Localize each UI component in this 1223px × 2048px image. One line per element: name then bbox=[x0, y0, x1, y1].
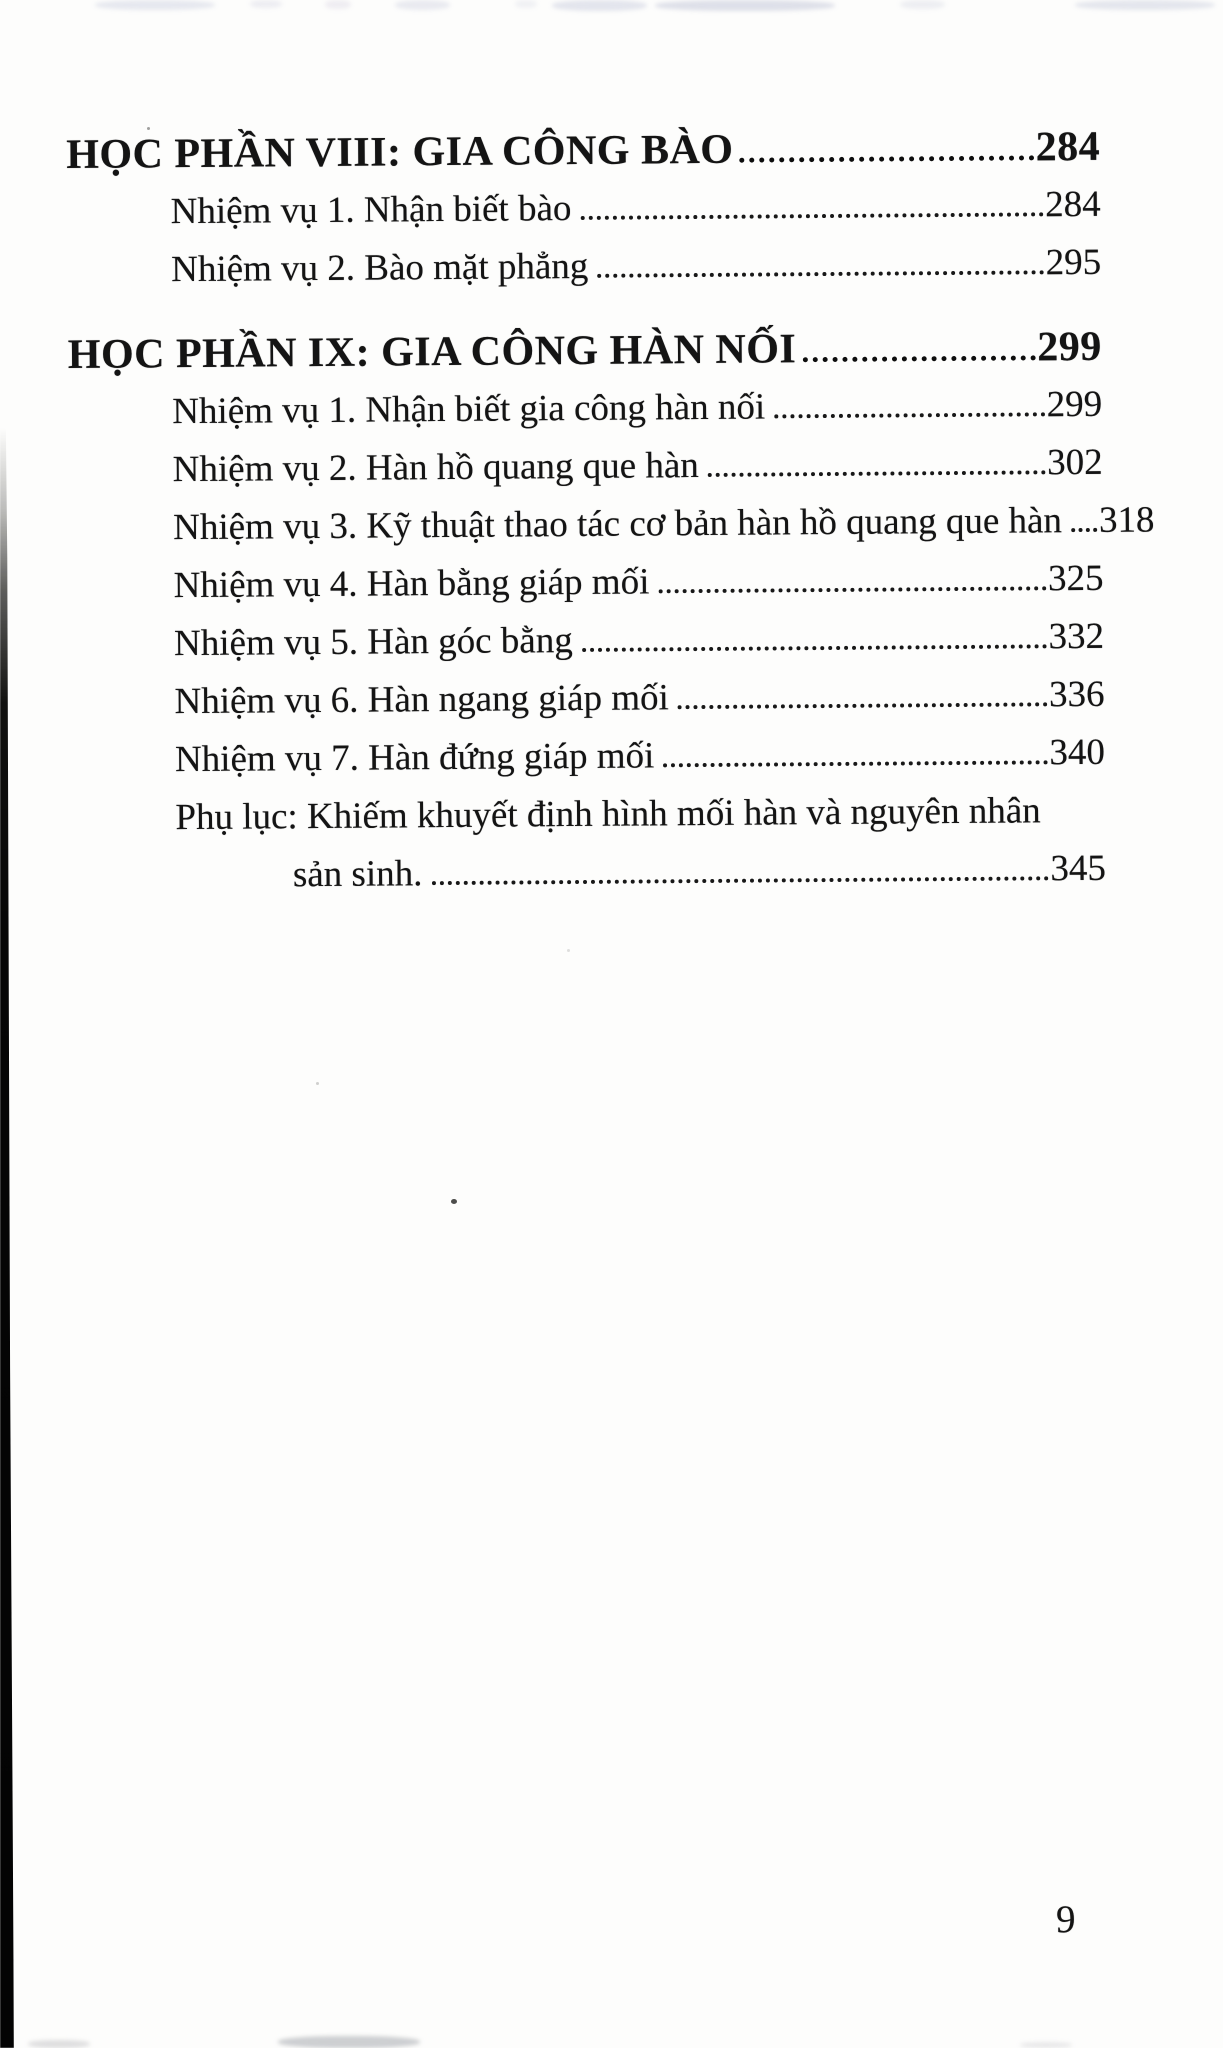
scan-speck bbox=[451, 1199, 457, 1204]
dot-leader bbox=[658, 582, 1046, 593]
toc-entry bbox=[170, 176, 1100, 241]
toc-entry bbox=[175, 724, 1105, 789]
toc-entry bbox=[171, 234, 1101, 299]
scan-artifact-bottom bbox=[1020, 2042, 1072, 2048]
entry-label: Nhiệm vụ 6. Hàn ngang giáp mối bbox=[174, 677, 669, 723]
appendix-page-number: 345 bbox=[1050, 847, 1107, 890]
toc-entry bbox=[174, 608, 1104, 673]
section-title: HỌC PHẦN VIII: GIA CÔNG BÀO bbox=[66, 126, 734, 178]
dot-leader bbox=[708, 466, 1045, 477]
scan-speck bbox=[567, 949, 570, 952]
scan-artifact-top bbox=[552, 0, 647, 11]
scan-speck bbox=[147, 127, 150, 130]
entry-page-number: 284 bbox=[1044, 183, 1101, 226]
dot-leader bbox=[802, 350, 1035, 362]
toc-entry bbox=[172, 376, 1102, 441]
entry-page-number: 318 bbox=[1098, 499, 1155, 541]
scan-edge-shadow bbox=[0, 428, 14, 2048]
toc-appendix-line2 bbox=[293, 840, 1106, 904]
entry-label: Nhiệm vụ 1. Nhận biết gia công hàn nối bbox=[172, 386, 766, 433]
section-title: HỌC PHẦN IX: GIA CÔNG HÀN NỐI bbox=[67, 326, 797, 378]
entry-label: Nhiệm vụ 2. Hàn hồ quang que hàn bbox=[172, 445, 699, 491]
scan-artifact-bottom bbox=[28, 2040, 90, 2048]
section-page-number: 299 bbox=[1037, 323, 1102, 371]
scan-speck bbox=[316, 1082, 319, 1085]
entry-page-number: 295 bbox=[1045, 241, 1102, 284]
dot-leader bbox=[740, 150, 1034, 162]
scan-artifact-top bbox=[395, 0, 450, 10]
toc-entry bbox=[172, 434, 1102, 499]
table-of-contents bbox=[66, 118, 1155, 906]
entry-page-number: 340 bbox=[1049, 731, 1106, 774]
toc-entry bbox=[174, 666, 1104, 731]
dot-leader bbox=[431, 872, 1048, 885]
appendix-label-continuation: sản sinh. bbox=[292, 853, 423, 896]
toc-entry bbox=[173, 550, 1103, 615]
toc-entry bbox=[172, 492, 1155, 557]
dot-leader bbox=[597, 266, 1043, 278]
entry-label: Nhiệm vụ 1. Nhận biết bào bbox=[170, 188, 572, 233]
entry-label: Nhiệm vụ 2. Bào mặt phẳng bbox=[170, 245, 589, 291]
dot-leader bbox=[678, 698, 1047, 709]
scan-artifact-top bbox=[95, 0, 215, 10]
appendix-label: Phụ lục: Khiếm khuyết định hình mối hàn và nguyên nhân bbox=[175, 790, 1041, 839]
dot-leader bbox=[1071, 524, 1097, 532]
toc-appendix-line1 bbox=[175, 782, 1105, 847]
entry-label: Nhiệm vụ 5. Hàn góc bằng bbox=[173, 620, 573, 665]
entry-page-number: 302 bbox=[1047, 441, 1103, 484]
section-page-number: 284 bbox=[1035, 123, 1101, 171]
entry-label: Nhiệm vụ 3. Kỹ thuật thao tác cơ bản hàn hồ quang que hàn bbox=[172, 500, 1063, 549]
scan-artifact-top bbox=[900, 0, 945, 9]
scan-artifact-top bbox=[250, 0, 282, 8]
dot-leader bbox=[774, 408, 1045, 418]
scan-artifact-top bbox=[515, 0, 537, 8]
scan-artifact-top bbox=[1075, 0, 1215, 10]
scan-artifact-top bbox=[325, 0, 351, 9]
folio-page-number: 9 bbox=[1056, 1898, 1076, 1941]
entry-page-number: 325 bbox=[1047, 557, 1104, 600]
dot-leader bbox=[580, 208, 1043, 220]
entry-page-number: 332 bbox=[1048, 615, 1105, 658]
entry-label: Nhiệm vụ 4. Hàn bằng giáp mối bbox=[173, 561, 650, 607]
entry-label: Nhiệm vụ 7. Hàn đứng giáp mối bbox=[174, 735, 655, 781]
toc-section-heading bbox=[68, 318, 1102, 384]
entry-page-number: 336 bbox=[1048, 673, 1105, 716]
dot-leader bbox=[663, 756, 1047, 767]
scan-artifact-bottom bbox=[278, 2036, 420, 2048]
scan-artifact-top bbox=[655, 0, 835, 11]
dot-leader bbox=[582, 640, 1047, 652]
toc-section-heading bbox=[66, 118, 1100, 184]
entry-page-number: 299 bbox=[1046, 383, 1103, 426]
